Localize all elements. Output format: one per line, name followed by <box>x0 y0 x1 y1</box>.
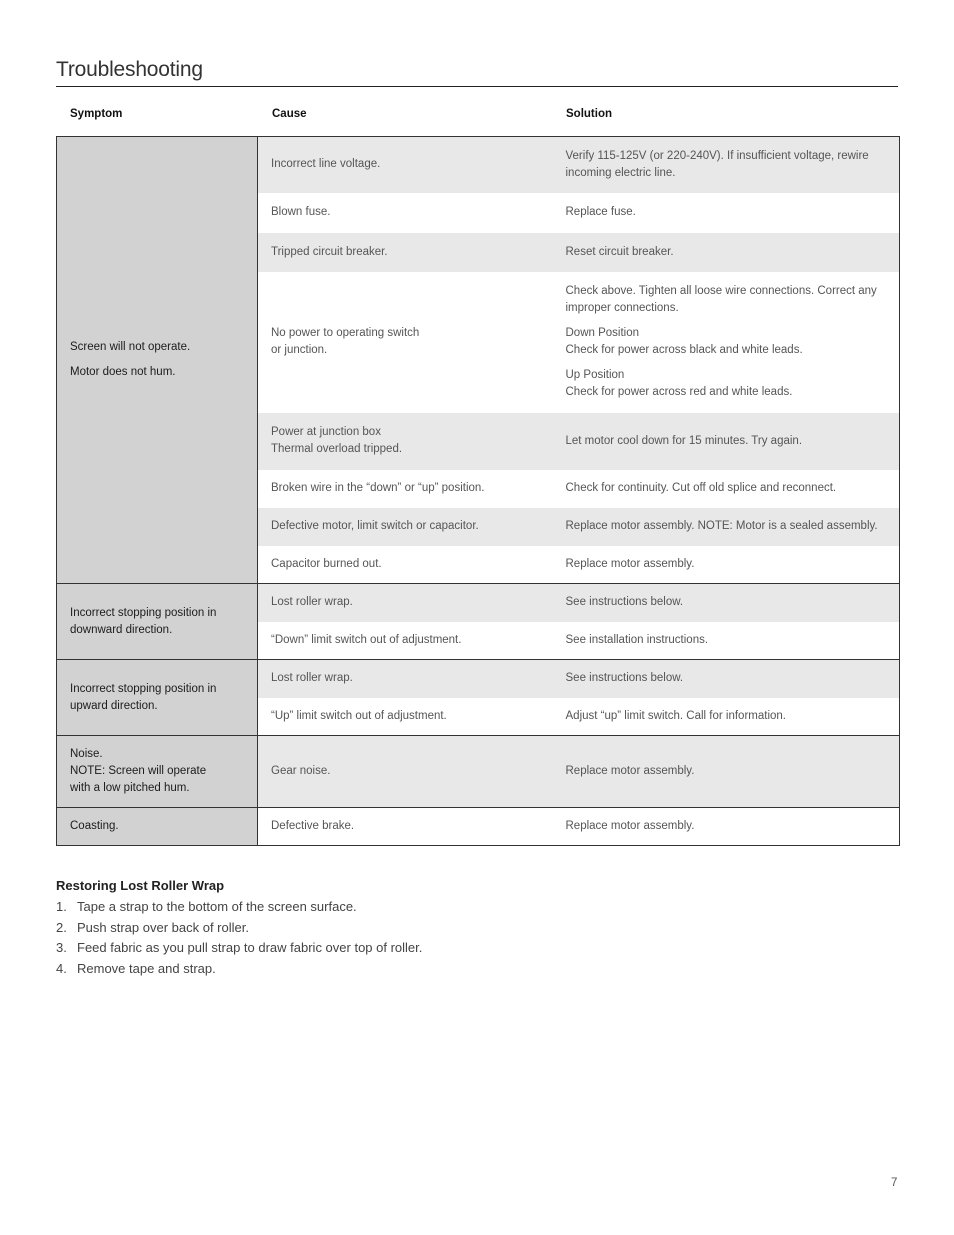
cause-column-header: Cause <box>272 108 307 120</box>
cause-cell <box>258 272 553 413</box>
symptom-text: Incorrect stopping position in downward direction. <box>70 606 217 636</box>
solution-cell <box>553 508 900 546</box>
page-number: 7 <box>891 1177 898 1189</box>
cause-text: Incorrect line voltage. <box>271 158 381 171</box>
step-text: Push strap over back of roller. <box>77 919 249 935</box>
solution-text: Replace fuse. <box>565 206 636 218</box>
solution-cell <box>553 233 900 272</box>
cause-text: Capacitor burned out. <box>271 557 382 570</box>
solution-cell <box>553 698 900 736</box>
cause-text: Gear noise. <box>271 765 331 777</box>
cause-cell <box>258 193 553 233</box>
cause-cell <box>258 736 553 808</box>
list-item <box>56 960 422 981</box>
symptom-cell <box>57 808 258 846</box>
step-number: 2. <box>56 919 67 935</box>
symptom-cell <box>57 736 258 808</box>
cause-cell <box>258 660 553 698</box>
solution-column-header: Solution <box>566 108 612 120</box>
cause-cell <box>258 698 553 736</box>
restoring-section-title: Restoring Lost Roller Wrap <box>56 878 225 893</box>
table-row <box>57 584 900 622</box>
solution-text: Replace motor assembly. <box>565 820 695 832</box>
cause-cell <box>258 546 553 584</box>
cause-cell <box>258 808 553 846</box>
cause-cell <box>258 233 553 272</box>
list-item <box>56 898 422 919</box>
cause-text: Tripped circuit breaker. <box>271 245 388 258</box>
cause-text: Blown fuse. <box>271 206 331 218</box>
cause-text: Defective brake. <box>271 820 355 832</box>
solution-cell <box>553 470 900 508</box>
cause-text: Defective motor, limit switch or capacitor. <box>271 520 479 532</box>
list-item <box>56 919 422 940</box>
solution-text: Replace motor assembly. NOTE: Motor is a sealed assembly. <box>565 520 878 532</box>
solution-text: Let motor cool down for 15 minutes. Try again. <box>565 434 803 447</box>
cause-text: No power to operating switch or junction. <box>271 327 420 356</box>
symptom-text: Incorrect stopping position in upward direction. <box>70 682 217 712</box>
solution-text: See instructions below. <box>565 672 684 685</box>
solution-text: Adjust “up” limit switch. Call for information. <box>565 709 786 722</box>
solution-text: Up Position Check for power across red and white leads. <box>565 369 793 398</box>
step-number: 4. <box>56 960 67 976</box>
symptom-text: Screen will not operate. <box>70 341 191 353</box>
cause-text: “Up” limit switch out of adjustment. <box>271 709 447 722</box>
symptom-cell <box>57 584 258 660</box>
solution-text: Check above. Tighten all loose wire connections. Correct any improper connections. <box>565 285 877 314</box>
step-text: Tape a strap to the bottom of the screen surface. <box>77 899 357 914</box>
solution-cell <box>553 546 900 584</box>
table-row <box>57 736 900 808</box>
solution-cell <box>553 272 900 413</box>
symptom-text: Motor does not hum. <box>70 366 176 378</box>
troubleshooting-table <box>56 136 900 846</box>
solution-cell <box>553 584 900 622</box>
cause-cell <box>258 584 553 622</box>
symptom-cell <box>57 137 258 584</box>
restoring-steps-list <box>56 898 422 980</box>
step-number: 3. <box>56 940 67 955</box>
solution-text: Replace motor assembly. <box>565 557 695 570</box>
solution-text: Down Position Check for power across black and white leads. <box>565 327 803 356</box>
cause-text: Lost roller wrap. <box>271 596 353 609</box>
solution-text: Verify 115-125V (or 220-240V). If insufficient voltage, rewire incoming electric line. <box>565 149 869 179</box>
symptom-text: Noise. NOTE: Screen will operate with a low pitched hum. <box>70 748 207 794</box>
solution-text: See instructions below. <box>565 596 684 609</box>
cause-text: “Down” limit switch out of adjustment. <box>271 633 462 646</box>
cause-cell <box>258 413 553 470</box>
page-title: Troubleshooting <box>56 58 203 81</box>
symptom-column-header: Symptom <box>70 108 123 120</box>
solution-cell <box>553 137 900 193</box>
cause-cell <box>258 622 553 660</box>
solution-text: See installation instructions. <box>565 633 709 646</box>
symptom-text: Coasting. <box>70 820 119 832</box>
symptom-cell <box>57 660 258 736</box>
table-row <box>57 808 900 846</box>
table-row <box>57 137 900 193</box>
cause-cell <box>258 470 553 508</box>
cause-cell <box>258 508 553 546</box>
step-number: 1. <box>56 899 67 914</box>
title-divider <box>56 86 898 87</box>
solution-cell <box>553 622 900 660</box>
solution-cell <box>553 736 900 808</box>
solution-text: Check for continuity. Cut off old splice and reconnect. <box>565 482 837 494</box>
cause-text: Broken wire in the “down” or “up” position. <box>271 482 485 494</box>
solution-cell <box>553 660 900 698</box>
cause-text: Lost roller wrap. <box>271 672 353 685</box>
cause-cell <box>258 137 553 193</box>
solution-text: Replace motor assembly. <box>565 765 695 777</box>
solution-cell <box>553 193 900 233</box>
solution-cell <box>553 413 900 470</box>
solution-cell <box>553 808 900 846</box>
solution-text: Reset circuit breaker. <box>565 245 674 258</box>
table-row <box>57 660 900 698</box>
cause-text: Power at junction box Thermal overload tripped. <box>271 426 403 455</box>
step-text: Feed fabric as you pull strap to draw fabric over top of roller. <box>77 940 423 955</box>
step-text: Remove tape and strap. <box>77 960 216 976</box>
list-item <box>56 939 422 960</box>
